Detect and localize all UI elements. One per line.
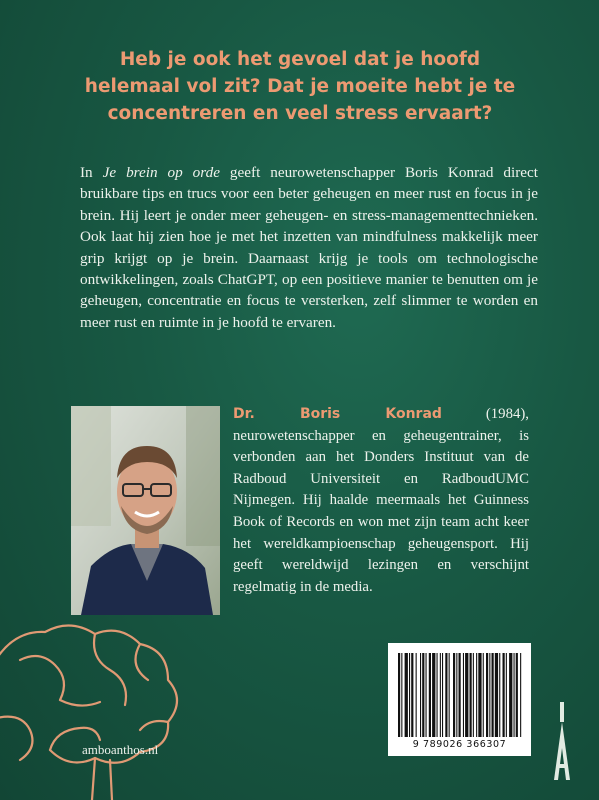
barcode-bar	[449, 653, 450, 737]
barcode-bar	[495, 653, 498, 737]
headline-line-1: Heb je ook het gevoel dat je hoofd	[119, 49, 481, 70]
barcode-bar	[478, 653, 481, 737]
barcode-bar	[440, 653, 441, 737]
barcode-bar	[476, 653, 477, 737]
barcode-bar	[520, 653, 521, 737]
barcode-bar	[405, 653, 408, 737]
barcode-bar	[483, 653, 484, 737]
barcode-bar	[398, 653, 400, 737]
publisher-url: amboanthos.nl	[82, 742, 159, 757]
barcode-bar	[432, 653, 435, 737]
author-bio	[233, 404, 529, 598]
barcode-bar	[503, 653, 505, 737]
author-bio-text: (1984), neurowetenschapper en geheugentrainer, is verbonden aan het Donders Instituut van de Radboud Universiteit en RadboudUMC Nijmegen. Hij haalde meermaals het Guinness Book of Records en won met zijn team acht keer het wereldkampioenschap geheugensport. Hij geeft wereldwijd lezingen en verschijnt regelmatig in de media.	[233, 406, 529, 595]
barcode-bar	[437, 653, 438, 737]
barcode-bar	[463, 653, 464, 737]
barcode-bar	[509, 653, 512, 737]
barcode-bar	[492, 653, 494, 737]
back-cover-headline	[50, 46, 550, 127]
blurb-body: geeft neurowetenschapper Boris Konrad direct bruikbare tips en trucs voor een beter geheugen en meer rust en focus in je brein. Hij leert je onder meer geheugen- en stress-managementtechnieken. Ook laat hij zien hoe je met het inzetten van mindfulness makkelijk meer grip krijgt op je brein. Daarnaast krijg je tools om technologische ontwikkelingen, zoals ChatGPT, op een positieve manier te benutten om je geheugen, concentratie en focus te versterken, zelf slimmer te worden en meer rust en ruimte in je hoofd te ervaren.	[80, 164, 538, 331]
barcode-bar	[411, 653, 413, 737]
barcode-bar	[429, 653, 431, 737]
headline-line-3: concentreren en veel stress ervaart?	[107, 103, 493, 124]
book-title: Je brein op orde	[102, 164, 220, 181]
barcode-bar	[516, 653, 518, 737]
barcode-bar	[422, 653, 424, 737]
book-description	[80, 162, 538, 333]
barcode-bar	[420, 653, 421, 737]
blurb-intro: In	[80, 164, 103, 181]
publisher-logo-icon	[548, 702, 578, 780]
barcode-bar	[401, 653, 402, 737]
barcode-bars	[396, 653, 523, 737]
barcode-bar	[473, 653, 474, 737]
barcode-bar	[465, 653, 468, 737]
barcode-bar	[489, 653, 490, 737]
barcode-bar	[459, 653, 461, 737]
barcode-bar	[514, 653, 515, 737]
barcode-bar	[409, 653, 410, 737]
author-photo	[71, 406, 220, 615]
barcode-bar	[426, 653, 427, 737]
barcode-bar	[442, 653, 443, 737]
brain-line-icon	[0, 610, 260, 800]
barcode-bar	[445, 653, 447, 737]
barcode-bar	[486, 653, 488, 737]
barcode-bar	[470, 653, 472, 737]
barcode-bar	[416, 653, 417, 737]
barcode-bar	[499, 653, 500, 737]
barcode-bar	[506, 653, 507, 737]
headline-line-2: helemaal vol zit? Dat je moeite hebt je te	[84, 76, 516, 97]
isbn-barcode	[388, 643, 531, 756]
isbn-digits: 9 789026 366307	[412, 739, 507, 750]
barcode-bar	[453, 653, 455, 737]
author-name: Dr. Boris Konrad	[233, 406, 442, 422]
barcode-bar	[456, 653, 457, 737]
